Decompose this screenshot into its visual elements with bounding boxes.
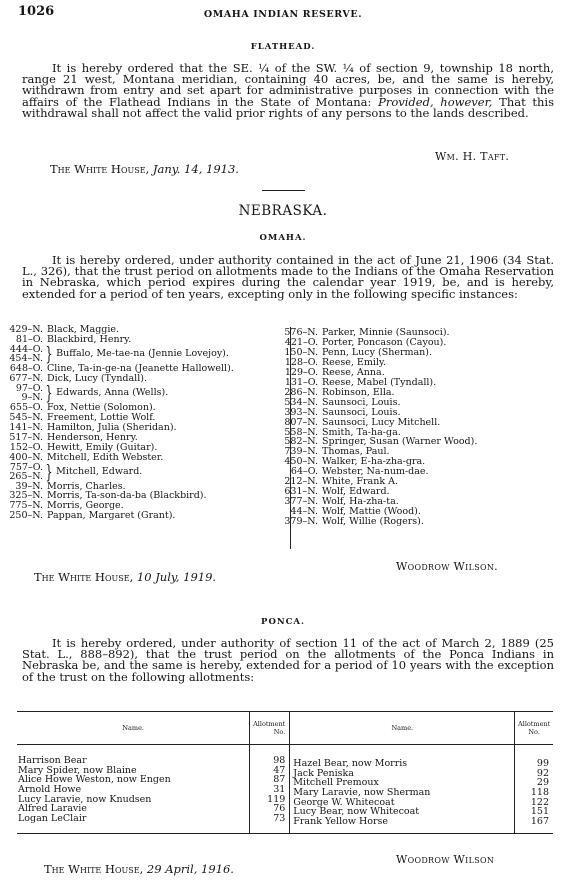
allotment-number: 517–N.: [9, 431, 43, 443]
ponca-place: The White House,: [44, 862, 144, 876]
list-item: [0, 342, 290, 365]
allotment-number: 265–N.: [9, 471, 43, 483]
ponca-place-date: [44, 862, 234, 876]
allottee-name: Wolf, Ha-zha-ta.: [322, 496, 399, 508]
allottee-name: Saunsoci, Lucy Mitchell.: [322, 416, 441, 428]
allottee-name: Morris, Charles.: [47, 480, 126, 492]
list-item: [275, 487, 565, 497]
right-names-cell: [290, 745, 515, 833]
allotment-number: 131–O.: [284, 376, 318, 388]
brace-glyph: }: [45, 342, 53, 365]
allotment-number: 44–N.: [290, 506, 318, 518]
brace-glyph: }: [45, 381, 53, 404]
table-cell-number: 87: [273, 774, 286, 786]
allottee-name: Buffalo, Me-tae-na (Jennie Lovejoy).: [56, 348, 229, 360]
omaha-heading: OMAHA.: [259, 233, 307, 243]
list-item: [0, 325, 290, 335]
list-item: [275, 398, 565, 408]
flathead-date: Jany. 14, 1913.: [152, 162, 239, 176]
table-cell-name: Alice Howe Weston, now Engen: [18, 774, 171, 786]
allotment-number: 400–N.: [9, 451, 43, 463]
allottee-name: Mitchell, Edith Webster.: [47, 451, 164, 463]
ponca-heading: PONCA.: [261, 617, 305, 627]
allottee-name: Wolf, Mattie (Wood).: [322, 506, 421, 518]
table-cell-number: 167: [530, 816, 549, 828]
allottee-name: White, Frank A.: [322, 476, 398, 488]
list-item: [0, 491, 290, 501]
omaha-signature: Woodrow Wilson.: [396, 560, 498, 573]
table-cell-name: Hazel Bear, now Morris: [293, 758, 408, 769]
table-cell-number: 118: [530, 787, 549, 799]
allotment-number: 757–O.: [9, 461, 43, 473]
table-cell-number: 98: [273, 755, 286, 766]
allotment-number: 450–N.: [284, 456, 318, 468]
allotment-number: 64–O.: [290, 466, 318, 478]
allotment-number: 534–N.: [284, 396, 318, 408]
table-cell-number: 73: [273, 813, 286, 825]
table-cell-number: 122: [530, 796, 549, 808]
allotment-number: 582–N.: [284, 436, 318, 448]
list-item: [275, 418, 565, 428]
omaha-place-date: [34, 570, 216, 584]
allottee-name: Edwards, Anna (Wells).: [56, 387, 169, 399]
table-cell-number: 76: [273, 803, 286, 815]
list-item: [275, 437, 565, 447]
flathead-place-date: [50, 162, 239, 176]
table-cell-number: 151: [530, 806, 549, 818]
allotment-number: 739–N.: [284, 446, 318, 458]
left-names-cell: [17, 745, 250, 833]
table-cell-name: Jack Peniska: [293, 767, 354, 779]
table-cell-number: 29: [536, 777, 549, 789]
page-number: 1026: [18, 4, 55, 19]
allotment-number: 429–N.: [9, 324, 43, 335]
running-title: OMAHA INDIAN RESERVE.: [203, 9, 363, 20]
allotment-number: 655–O.: [9, 401, 43, 413]
list-item: [0, 423, 290, 433]
ponca-date: 29 April, 1916.: [146, 862, 234, 876]
list-item: [275, 348, 565, 358]
list-item: [275, 388, 565, 398]
table-cell-name: Harrison Bear: [18, 755, 87, 766]
flathead-proviso-italic: Provided, however,: [378, 94, 493, 109]
table-cell-name: George W. Whitecoat: [293, 796, 395, 808]
allotment-number: 631–N.: [284, 486, 318, 498]
allottee-name: Freement, Lottie Wolf.: [47, 411, 156, 423]
flathead-proviso-text: That this withdrawal shall not affect the valid prior rights of any persons to the lands described.: [22, 94, 554, 120]
section-divider: [262, 190, 305, 191]
list-item: [275, 358, 565, 368]
brace-glyph: }: [45, 460, 53, 483]
ponca-allotment-table: [17, 711, 553, 834]
allottee-name: Blackbird, Henry.: [47, 333, 132, 345]
allotment-number: 775–N.: [9, 500, 43, 512]
allotment-number: 421–O.: [284, 336, 318, 348]
allotment-number: 129–O.: [284, 366, 318, 378]
right-numbers-cell: [515, 745, 553, 833]
allottee-name: Porter, Poncason (Cayou).: [322, 336, 447, 348]
nebraska-heading: NEBRASKA.: [238, 203, 328, 219]
list-item: [0, 374, 290, 384]
allottee-name: Wolf, Edward.: [322, 486, 390, 498]
allottee-name: Reese, Anna.: [322, 366, 385, 378]
flathead-order: [22, 63, 554, 119]
allottee-name: Springer, Susan (Warner Wood).: [322, 436, 478, 448]
allotment-number: 212–N.: [284, 476, 318, 488]
allotment-number: 558–N.: [284, 426, 318, 438]
table-cell-name: Arnold Howe: [18, 784, 82, 796]
allottee-name: Reese, Emily.: [322, 356, 387, 368]
list-item: [0, 453, 290, 463]
left-numbers-cell: [250, 745, 290, 833]
flathead-place: The White House,: [50, 162, 150, 176]
allotment-number: 454–N.: [9, 353, 43, 365]
table-cell-number: 119: [267, 793, 286, 805]
list-item: [275, 477, 565, 487]
table-cell-number: 99: [536, 758, 549, 769]
col-header-name: Name.: [290, 712, 515, 745]
allotment-number: 250–N.: [9, 510, 43, 522]
allottee-name: Parker, Minnie (Saunsoci).: [322, 327, 450, 338]
allottee-name: Fox, Nettie (Solomon).: [47, 401, 156, 413]
allottee-name: Cline, Ta-in-ge-na (Jeanette Hallowell).: [47, 362, 234, 374]
omaha-date: 10 July, 1919.: [136, 570, 217, 584]
allottee-name: Black, Maggie.: [47, 324, 120, 335]
allottee-name: Penn, Lucy (Sherman).: [322, 346, 433, 358]
allotment-number: 576–N.: [284, 327, 318, 338]
allotment-number: 545–N.: [9, 411, 43, 423]
allotment-number: 379–N.: [284, 516, 318, 528]
ponca-order-text: It is hereby ordered, under authority of section 11 of the act of March 2, 1889 (25 Stat. L., 888–892), that the trust period on the allotments of the Ponca Indians in Nebraska be, and the same is hereby, extended for a period of 10 years with the exception of the trust on the following allotments:: [22, 636, 554, 684]
ponca-order: [22, 638, 554, 683]
table-cell-number: 31: [273, 784, 286, 796]
allottee-name: Webster, Na-num-dae.: [322, 466, 429, 478]
table-cell-name: Mary Laravie, now Sherman: [293, 787, 431, 799]
allottee-name: Reese, Mabel (Tyndall).: [322, 376, 437, 388]
allottee-name: Henderson, Henry.: [47, 431, 138, 443]
allotment-number: 677–N.: [9, 372, 43, 384]
allotment-number: 141–N.: [9, 421, 43, 433]
allottee-name: Smith, Ta-ha-ga.: [322, 426, 401, 438]
omaha-left-list: [0, 325, 290, 521]
allottee-name: Saunsoci, Louis.: [322, 406, 401, 418]
allottee-name: Morris, George.: [47, 500, 124, 512]
allotment-number: 128–O.: [284, 356, 318, 368]
table-body: [17, 745, 553, 833]
allotment-number: 39–N.: [15, 480, 43, 492]
allotment-number: 444–O.: [9, 343, 43, 355]
allottee-name: Pappan, Margaret (Grant).: [47, 510, 176, 522]
allottee-name: Hamilton, Julia (Sheridan).: [47, 421, 177, 433]
list-item: [0, 460, 290, 483]
allotment-number: 81–O.: [15, 333, 43, 345]
col-header-allotment: Allotment No.: [250, 712, 290, 745]
table-cell-name: Lucy Laravie, now Knudsen: [18, 793, 152, 805]
table-cell-number: 92: [536, 767, 549, 779]
ponca-signature: Woodrow Wilson: [396, 853, 495, 866]
allottee-name: Dick, Lucy (Tyndall).: [47, 372, 147, 384]
allotment-number: 150–N.: [284, 346, 318, 358]
allotment-number: 152–O.: [9, 441, 43, 453]
allotment-number: 807–N.: [284, 416, 318, 428]
list-item: [275, 467, 565, 477]
omaha-order: [22, 255, 554, 300]
omaha-right-list: [275, 328, 565, 527]
allottee-name: Hewitt, Emily (Guitar).: [47, 441, 158, 453]
allottee-name: Robinson, Ella.: [322, 386, 395, 398]
list-item: [0, 511, 290, 521]
allottee-name: Morris, Ta-son-da-ba (Blackbird).: [47, 490, 207, 502]
table-cell-name: Mitchell Premoux: [293, 777, 379, 789]
list-item: [275, 378, 565, 388]
table-cell-name: Alfred Laravie: [18, 803, 87, 815]
list-item: [0, 381, 290, 404]
list-item: [0, 335, 290, 345]
allotment-number: 648–O.: [9, 362, 43, 374]
omaha-order-text: It is hereby ordered, under authority contained in the act of June 21, 1906 (34 Stat. L., 326), that the trust period on allotments made to the Indians of the Omaha Reservation in Nebraska, which period expires during the calendar year 1919, be, and is hereby, extended for a period of ten years, excepting only in the following specific instances:: [22, 253, 554, 301]
allottee-name: Wolf, Willie (Rogers).: [322, 516, 424, 528]
flathead-order-text: It is hereby ordered that the SE. ¼ of the SW. ¼ of section 9, township 18 north, range 21 west, Montana meridian, containing 40 acres, be, and the same is hereby, withdrawn from entry and set apart for administrative purposes in connection with the affairs of the Flathead Indians in the State of Montana:: [22, 61, 554, 109]
flathead-heading: FLATHEAD.: [250, 42, 316, 52]
allotment-number: 286–N.: [284, 386, 318, 398]
flathead-signature: Wm. H. Taft.: [435, 150, 510, 163]
omaha-place: The White House,: [34, 570, 134, 584]
allotment-number: 325–N.: [9, 490, 43, 502]
table-cell-name: Frank Yellow Horse: [293, 816, 389, 828]
allottee-name: Mitchell, Edward.: [56, 466, 143, 478]
allotment-number: 97–O.: [15, 382, 43, 394]
col-header-allotment: Allotment No.: [515, 712, 553, 745]
allottee-name: Thomas, Paul.: [322, 446, 390, 458]
table-cell-name: Lucy Bear, now Whitecoat: [293, 806, 420, 818]
list-item: [275, 517, 565, 527]
table-header-row: [17, 712, 553, 745]
table-cell-number: 47: [273, 764, 286, 776]
table-cell-name: Mary Spider, now Blaine: [18, 764, 137, 776]
table-cell-name: Logan LeClair: [18, 813, 87, 825]
allotment-number: 9–N.: [21, 392, 43, 404]
allottee-name: Saunsoci, Louis.: [322, 396, 401, 408]
col-header-name: Name.: [17, 712, 250, 745]
allotment-number: 377–N.: [284, 496, 318, 508]
allotment-number: 393–N.: [284, 406, 318, 418]
allottee-name: Walker, E-ha-zha-gra.: [322, 456, 426, 468]
